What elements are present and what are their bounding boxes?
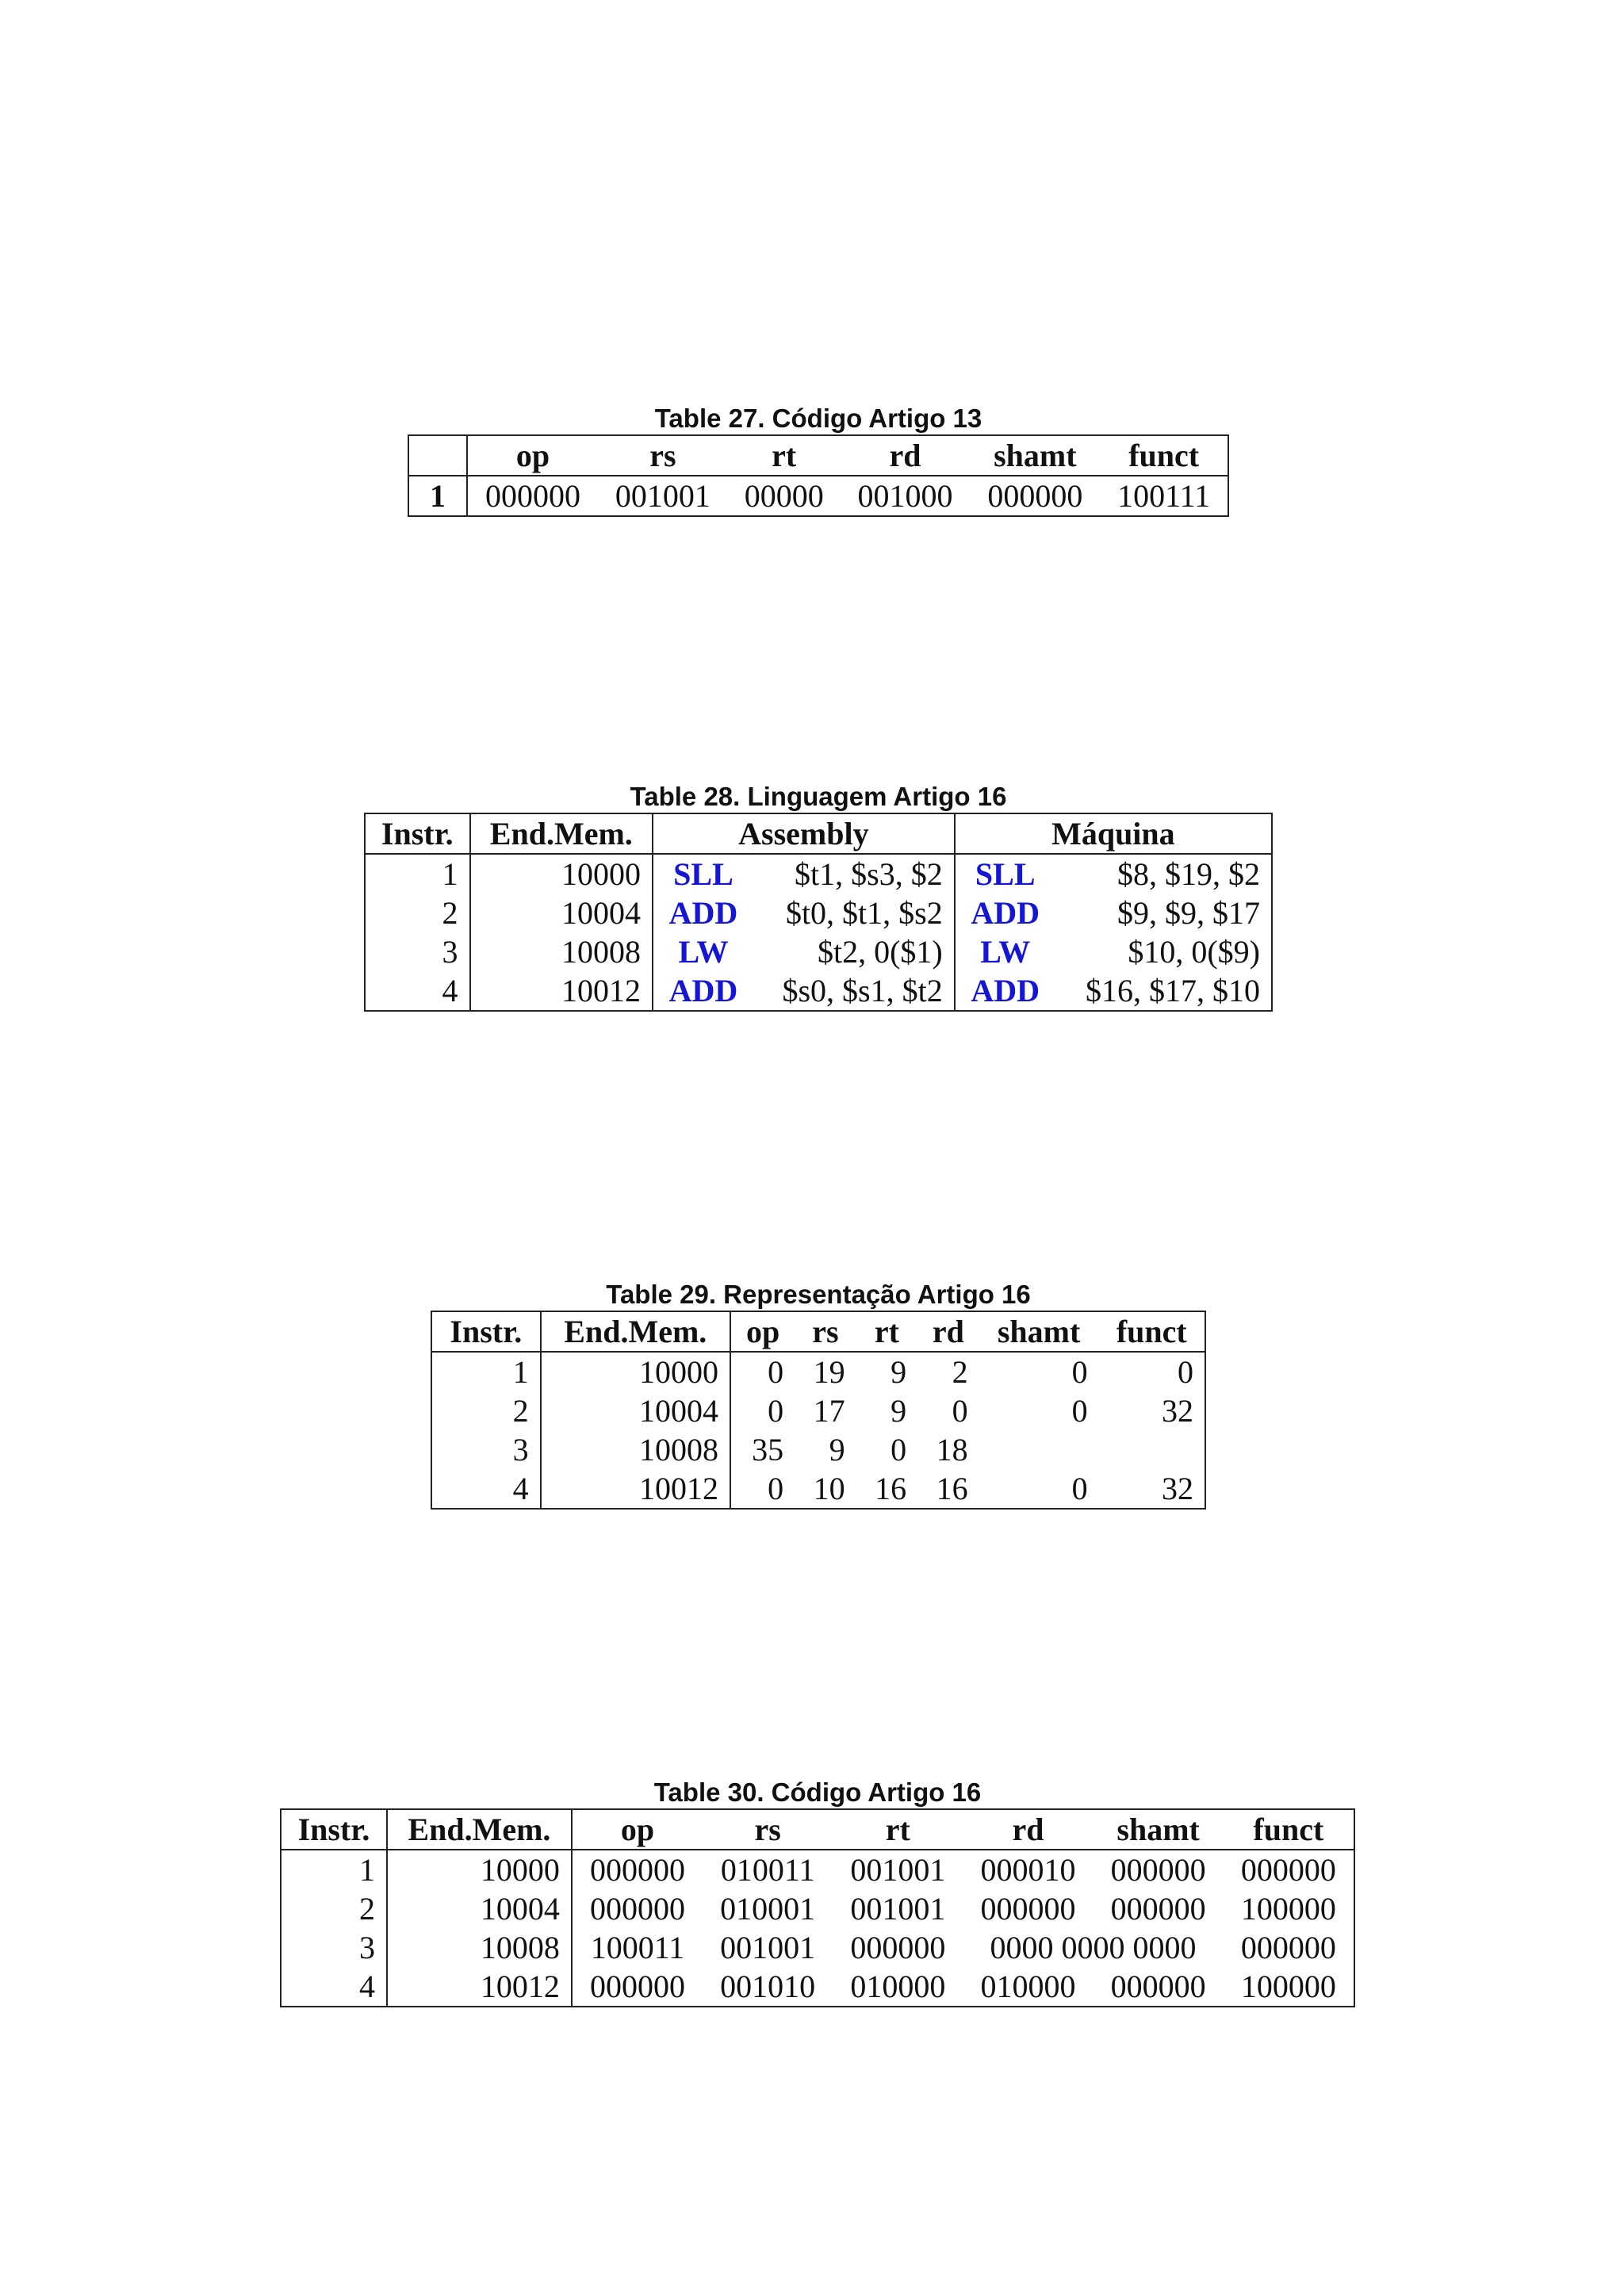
header-cell [408, 435, 467, 476]
cell-mach-op: SLL [975, 856, 1036, 892]
table-28 [364, 813, 1273, 1012]
cell-rd: 16 [936, 1471, 968, 1506]
cell-op: 000000 [485, 478, 580, 514]
cell-shamt: 000000 [1110, 1891, 1206, 1927]
cell-op: 0 [768, 1354, 784, 1390]
cell-asm-op: SLL [673, 856, 733, 892]
table-30 [280, 1808, 1355, 2007]
cell-op: 000000 [589, 1969, 685, 2004]
cell-funct: 32 [1162, 1393, 1193, 1429]
cell-rs: 19 [813, 1354, 845, 1390]
cell-asm-args: $t2, 0($1) [753, 932, 955, 971]
cell-endmem: 10000 [470, 854, 653, 894]
cell-op: 000000 [589, 1891, 685, 1927]
cell-rt: 16 [875, 1471, 907, 1506]
cell-instr: 1 [365, 854, 470, 894]
cell-op: 35 [752, 1432, 784, 1468]
header-rt: rt [833, 1809, 963, 1850]
table-29-block [431, 1279, 1206, 1510]
cell-funct: 100000 [1240, 1969, 1336, 2004]
cell-endmem: 10012 [470, 971, 653, 1011]
table-header-row [365, 813, 1272, 854]
cell-op: 0 [768, 1393, 784, 1429]
cell-asm-args: $t1, $s3, $2 [753, 854, 955, 894]
cell-asm-op: ADD [668, 895, 738, 931]
cell-endmem: 10004 [470, 894, 653, 932]
cell-rd: 000000 [980, 1891, 1076, 1927]
header-rt: rt [856, 1311, 917, 1352]
cell-rt: 010000 [850, 1969, 946, 2004]
table-row [431, 1430, 1205, 1469]
cell-rt: 001001 [850, 1852, 946, 1888]
cell-endmem: 10000 [541, 1352, 730, 1391]
cell-instr: 4 [281, 1967, 387, 2007]
cell-op: 000000 [589, 1852, 685, 1888]
cell-funct: 100111 [1117, 478, 1211, 514]
table-row [281, 1967, 1354, 2007]
cell-endmem: 10008 [387, 1928, 572, 1967]
cell-mach-args: $16, $17, $10 [1086, 973, 1260, 1008]
cell-endmem: 10004 [541, 1391, 730, 1430]
cell-rt: 0 [891, 1432, 907, 1468]
header-shamt: shamt [1094, 1809, 1224, 1850]
table-27 [408, 434, 1229, 517]
cell-instr: 1 [281, 1850, 387, 1889]
table-row [281, 1889, 1354, 1928]
header-endmem: End.Mem. [470, 813, 653, 854]
cell-funct: 0 [1178, 1354, 1193, 1390]
cell-endmem: 10000 [387, 1850, 572, 1889]
cell-asm-op: LW [678, 934, 729, 970]
table-28-caption: Table 28. Linguagem Artigo 16 [630, 782, 1007, 811]
cell-instr: 1 [431, 1352, 541, 1391]
cell-instr: 2 [431, 1391, 541, 1430]
cell-mach-op: ADD [971, 895, 1040, 931]
table-27-caption: Table 27. Código Artigo 13 [654, 404, 982, 433]
cell-instr: 4 [431, 1469, 541, 1509]
header-maquina: Máquina [955, 813, 1272, 854]
cell-shamt: 0 [1071, 1354, 1088, 1390]
header-funct: funct [1099, 1311, 1205, 1352]
header-endmem: End.Mem. [387, 1809, 572, 1850]
header-op: op [572, 1809, 703, 1850]
cell-rs: 001010 [720, 1969, 816, 2004]
table-row [365, 932, 1272, 971]
table-header-row [431, 1311, 1205, 1352]
header-rt: rt [728, 435, 841, 476]
header-instr: Instr. [365, 813, 470, 854]
header-instr: Instr. [431, 1311, 541, 1352]
header-rs: rs [598, 435, 728, 476]
cell-rd: 0 [952, 1393, 968, 1429]
cell-funct [1099, 1430, 1205, 1469]
cell-instr: 4 [365, 971, 470, 1011]
cell-rs: 10 [813, 1471, 845, 1506]
cell-instr: 3 [281, 1928, 387, 1967]
cell-shamt: 000000 [987, 478, 1083, 514]
cell-shamt: 0 [1071, 1471, 1088, 1506]
header-funct: funct [1100, 435, 1228, 476]
table-29 [431, 1311, 1206, 1510]
header-instr: Instr. [281, 1809, 387, 1850]
cell-rt: 9 [891, 1393, 907, 1429]
table-row [281, 1850, 1354, 1889]
table-header-row [281, 1809, 1354, 1850]
cell-rt: 9 [891, 1354, 907, 1390]
table-row [431, 1469, 1205, 1509]
header-rs: rs [703, 1809, 833, 1850]
cell-rd: 2 [952, 1354, 968, 1390]
cell-funct: 000000 [1240, 1930, 1336, 1965]
table-30-caption: Table 30. Código Artigo 16 [653, 1777, 982, 1807]
cell-shamt: 000000 [1110, 1852, 1206, 1888]
cell-asm-args: $s0, $s1, $t2 [753, 971, 955, 1011]
table-row [365, 894, 1272, 932]
cell-instr: 2 [365, 894, 470, 932]
header-op: op [467, 435, 598, 476]
cell-rs: 010001 [720, 1891, 816, 1927]
cell-endmem: 10008 [541, 1430, 730, 1469]
cell-shamt: 000000 [1110, 1969, 1206, 2004]
table-29-caption: Table 29. Representação Artigo 16 [606, 1280, 1031, 1309]
cell-shamt: 0 [1071, 1393, 1088, 1429]
header-endmem: End.Mem. [541, 1311, 730, 1352]
cell-op: 0 [768, 1471, 784, 1506]
table-row [365, 971, 1272, 1011]
header-assembly: Assembly [653, 813, 955, 854]
row-number: 1 [408, 476, 467, 516]
cell-endmem: 10012 [387, 1967, 572, 2007]
cell-instr: 2 [281, 1889, 387, 1928]
cell-endmem: 10008 [470, 932, 653, 971]
cell-immediate: 0000 0000 0000 [990, 1930, 1197, 1965]
header-shamt: shamt [970, 435, 1100, 476]
cell-funct: 100000 [1240, 1891, 1336, 1927]
cell-rt: 00000 [744, 478, 824, 514]
header-rd: rd [963, 1809, 1093, 1850]
cell-shamt [979, 1430, 1099, 1469]
cell-mach-op: ADD [971, 973, 1040, 1008]
table-header-row [408, 435, 1228, 476]
cell-rd: 010000 [980, 1969, 1076, 2004]
table-30-block [280, 1777, 1355, 2007]
cell-op: 100011 [590, 1930, 685, 1965]
cell-rt: 000000 [850, 1930, 946, 1965]
header-funct: funct [1224, 1809, 1354, 1850]
cell-rt: 001001 [850, 1891, 946, 1927]
cell-endmem: 10004 [387, 1889, 572, 1928]
cell-rs: 010011 [720, 1852, 815, 1888]
cell-rs: 9 [829, 1432, 845, 1468]
cell-rs: 001001 [615, 478, 710, 514]
header-op: op [730, 1311, 795, 1352]
cell-endmem: 10012 [541, 1469, 730, 1509]
cell-funct: 32 [1162, 1471, 1193, 1506]
cell-rd: 001000 [857, 478, 953, 514]
cell-rd: 18 [936, 1432, 968, 1468]
table-row [431, 1352, 1205, 1391]
cell-mach-args: $9, $9, $17 [1117, 895, 1260, 931]
cell-asm-args: $t0, $t1, $s2 [753, 894, 955, 932]
header-shamt: shamt [979, 1311, 1099, 1352]
cell-instr: 3 [365, 932, 470, 971]
table-27-block [408, 403, 1229, 517]
cell-mach-op: LW [980, 934, 1031, 970]
cell-mach-args: $10, 0($9) [1128, 934, 1260, 970]
cell-asm-op: ADD [668, 973, 738, 1008]
table-row [431, 1391, 1205, 1430]
table-row [365, 854, 1272, 894]
cell-funct: 000000 [1240, 1852, 1336, 1888]
cell-rs: 001001 [720, 1930, 816, 1965]
table-28-block [364, 781, 1273, 1012]
table-row [281, 1928, 1354, 1967]
header-rd: rd [841, 435, 971, 476]
header-rd: rd [917, 1311, 979, 1352]
header-rs: rs [795, 1311, 856, 1352]
cell-rd: 000010 [980, 1852, 1076, 1888]
cell-instr: 3 [431, 1430, 541, 1469]
cell-rs: 17 [813, 1393, 845, 1429]
cell-mach-args: $8, $19, $2 [1117, 856, 1260, 892]
table-row [408, 476, 1228, 516]
